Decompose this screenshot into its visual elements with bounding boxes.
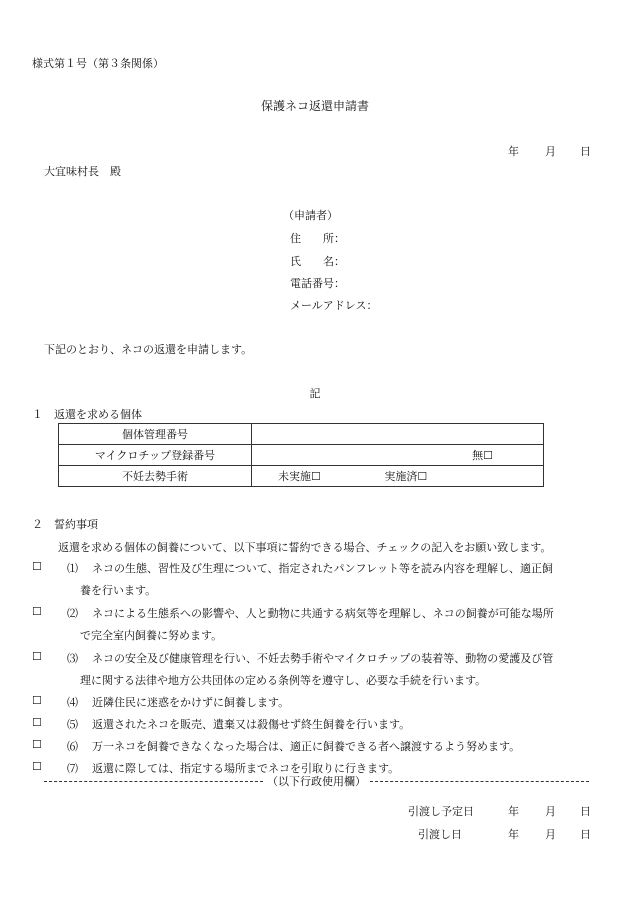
item-text-cont: 理に関する法律や地方公共団体の定める条例等を遵守し、必要な手続を行います。 — [80, 674, 487, 687]
item-text: 万一ネコを飼養できなくなった場合は、適正に飼養できる者へ譲渡するよう努めます。 — [92, 740, 521, 753]
table-value[interactable]: 無☐ — [252, 445, 544, 466]
actual-year: 年 — [508, 828, 519, 841]
table-row — [59, 466, 544, 487]
checkbox-6[interactable]: ☐ — [32, 738, 42, 751]
planned-month: 月 — [545, 805, 556, 818]
item-text: ネコによる生態系への影響や、人と動物に共通する病気等を理解し、ネコの飼養が可能な場所 — [92, 607, 554, 620]
divider-line — [370, 781, 589, 782]
item-text: 近隣住民に迷惑をかけずに飼養します。 — [92, 696, 290, 709]
planned-date-label: 引渡し予定日 — [408, 805, 474, 818]
checkbox-1[interactable]: ☐ — [32, 560, 42, 573]
name-label: 氏 名： — [290, 255, 345, 268]
item-text: 返還に際しては、指定する場所までネコを引取りに行きます。 — [92, 762, 400, 775]
checkbox-3[interactable]: ☐ — [32, 650, 42, 663]
item-number: ⑶ — [67, 652, 78, 665]
actual-month: 月 — [545, 828, 556, 841]
item-text-cont: 養を行います。 — [80, 584, 157, 597]
table-label: 個体管理番号 — [59, 424, 252, 445]
ki-label: 記 — [309, 387, 321, 400]
item-text: 返還されたネコを販売、遺棄又は殺傷せず終生飼養を行います。 — [92, 718, 411, 731]
table-value[interactable] — [252, 424, 544, 445]
item-number: ⑵ — [67, 607, 78, 620]
applicant-heading: （申請者） — [283, 209, 338, 222]
table-row — [59, 424, 544, 445]
checkbox-2[interactable]: ☐ — [32, 605, 42, 618]
item-number: ⑸ — [67, 718, 78, 731]
addressee: 大宜味村長 殿 — [44, 165, 121, 178]
item-text: ネコの生態、習性及び生理について、指定されたパンフレット等を読み内容を理解し、適正飼 — [92, 562, 554, 575]
item-text-cont: で完全室内飼養に努めます。 — [80, 629, 223, 642]
date-year: 年 — [508, 145, 519, 158]
planned-year: 年 — [508, 805, 519, 818]
date-day: 日 — [580, 145, 591, 158]
section1-heading: １ 返還を求める個体 — [32, 408, 142, 421]
table-label: マイクロチップ登録番号 — [59, 445, 252, 466]
admin-divider — [44, 773, 589, 789]
date-month: 月 — [545, 145, 556, 158]
divider-line — [44, 781, 263, 782]
table-row — [59, 445, 544, 466]
checkbox-4[interactable]: ☐ — [32, 694, 42, 707]
table-value[interactable] — [252, 466, 544, 487]
actual-date-label: 引渡し日 — [418, 828, 462, 841]
option-done[interactable]: 実施済☐ — [384, 470, 428, 483]
form-id: 様式第１号（第３条関係） — [32, 57, 164, 70]
section2-heading: ２ 誓約事項 — [32, 518, 98, 531]
phone-label: 電話番号： — [290, 277, 345, 290]
item-number: ⑴ — [67, 562, 78, 575]
item-number: ⑹ — [67, 740, 78, 753]
actual-day: 日 — [580, 828, 591, 841]
item-number: ⑺ — [67, 762, 78, 775]
table-label: 不妊去勢手術 — [59, 466, 252, 487]
email-label: メールアドレス： — [290, 299, 378, 312]
checkbox-7[interactable]: ☐ — [32, 760, 42, 773]
address-label: 住 所： — [290, 232, 345, 245]
option-not-done[interactable]: 未実施☐ — [278, 470, 321, 483]
item-text: ネコの安全及び健康管理を行い、不妊去勢手術やマイクロチップの装着等、動物の愛護及び管 — [92, 652, 554, 665]
checkbox-5[interactable]: ☐ — [32, 716, 42, 729]
page-title: 保護ネコ返還申請書 — [260, 99, 369, 113]
intro-text: 下記のとおり、ネコの返還を申請します。 — [44, 343, 253, 356]
admin-divider-label: （以下行政使用欄） — [267, 775, 366, 788]
individual-table — [58, 423, 544, 487]
item-number: ⑷ — [67, 696, 78, 709]
section2-intro: 返還を求める個体の飼養について、以下事項に誓約できる場合、チェックの記入をお願い致します。 — [58, 541, 552, 554]
planned-day: 日 — [580, 805, 591, 818]
